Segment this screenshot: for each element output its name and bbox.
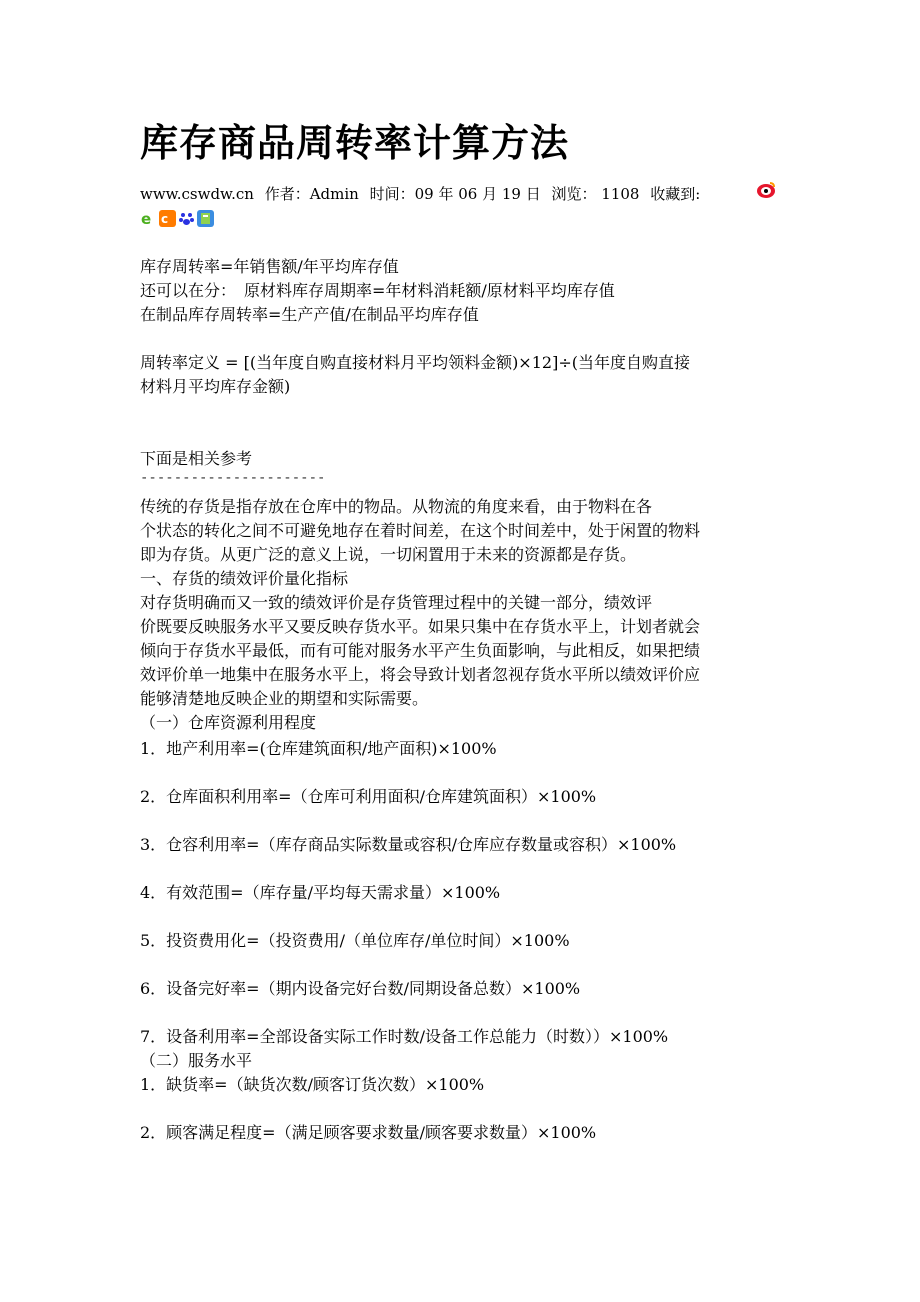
weibo-icon[interactable] <box>756 180 776 200</box>
body-line: 库存周转率=年销售额/年平均库存值 <box>140 257 399 276</box>
body-line: 材料月平均库存金额) <box>140 377 291 396</box>
share-e-icon[interactable] <box>140 210 157 227</box>
share-c-icon[interactable] <box>159 210 176 227</box>
body-line: 还可以在分： 原材料库存周期率=年材料消耗额/原材料平均库存值 <box>140 281 615 300</box>
body-line: 即为存货。从更广泛的意义上说，一切闲置用于未来的资源都是存货。 <box>140 545 637 564</box>
author: 作者：Admin <box>264 185 359 203</box>
body-line: 在制品库存周转率=生产产值/在制品平均库存值 <box>140 305 479 324</box>
body-line: 价既要反映服务水平又要反映存货水平。如果只集中在存货水平上，计划者就会 <box>140 617 701 636</box>
publish-time: 时间：09 年 06 月 19 日 <box>369 185 541 203</box>
divider-line: ---------------------- <box>140 470 326 486</box>
svg-text:c: c <box>161 212 169 226</box>
body-line: 能够清楚地反映企业的期望和实际需要。 <box>140 689 429 708</box>
share-icons <box>140 210 214 227</box>
body-line: 周转率定义 = [(当年度自购直接材料月平均领料金额)×12]÷(当年度自购直接 <box>140 353 690 372</box>
body-line: 效评价单一地集中在服务水平上，将会导致计划者忽视存货水平所以绩效评价应 <box>140 665 701 684</box>
body-line: 6．设备完好率=（期内设备完好台数/同期设备总数）×100% <box>140 979 581 998</box>
body-line: 3．仓容利用率=（库存商品实际数量或容积/仓库应存数量或容积）×100% <box>140 835 677 854</box>
body-line: 一、存货的绩效评价量化指标 <box>140 569 349 588</box>
body-line: 下面是相关参考 <box>140 449 253 468</box>
body-line: 7．设备利用率=全部设备实际工作时数/设备工作总能力（时数））×100% <box>140 1027 669 1046</box>
collect-label: 收藏到: <box>650 185 701 203</box>
body-line: （二）服务水平 <box>140 1051 253 1070</box>
body-line: 倾向于存货水平最低，而有可能对服务水平产生负面影响，与此相反，如果把绩 <box>140 641 701 660</box>
body-line: 传统的存货是指存放在仓库中的物品。从物流的角度来看，由于物料在各 <box>140 497 653 516</box>
body-line: 2．顾客满足程度=（满足顾客要求数量/顾客要求数量）×100% <box>140 1123 597 1142</box>
site-url[interactable]: www.cswdw.cn <box>140 185 254 203</box>
baidu-paw-icon[interactable] <box>178 210 195 227</box>
body-line: 1．地产利用率=(仓库建筑面积/地产面积)×100% <box>140 739 497 758</box>
article-meta <box>140 183 706 204</box>
page-title: 库存商品周转率计算方法 <box>140 121 570 165</box>
bookmark-icon[interactable] <box>197 210 214 227</box>
body-line: 对存货明确而又一致的绩效评价是存货管理过程中的关键一部分，绩效评 <box>140 593 653 612</box>
view-count: 浏览： 1108 <box>551 185 640 203</box>
body-line: 5．投资费用化=（投资费用/（单位库存/单位时间）×100% <box>140 931 570 950</box>
body-line: 2．仓库面积利用率=（仓库可利用面积/仓库建筑面积）×100% <box>140 787 597 806</box>
body-line: （一）仓库资源利用程度 <box>140 713 317 732</box>
body-line: 1．缺货率=（缺货次数/顾客订货次数）×100% <box>140 1075 485 1094</box>
body-line: 4．有效范围=（库存量/平均每天需求量）×100% <box>140 883 501 902</box>
svg-text:e: e <box>141 210 152 227</box>
body-line: 个状态的转化之间不可避免地存在着时间差，在这个时间差中，处于闲置的物料 <box>140 521 701 540</box>
